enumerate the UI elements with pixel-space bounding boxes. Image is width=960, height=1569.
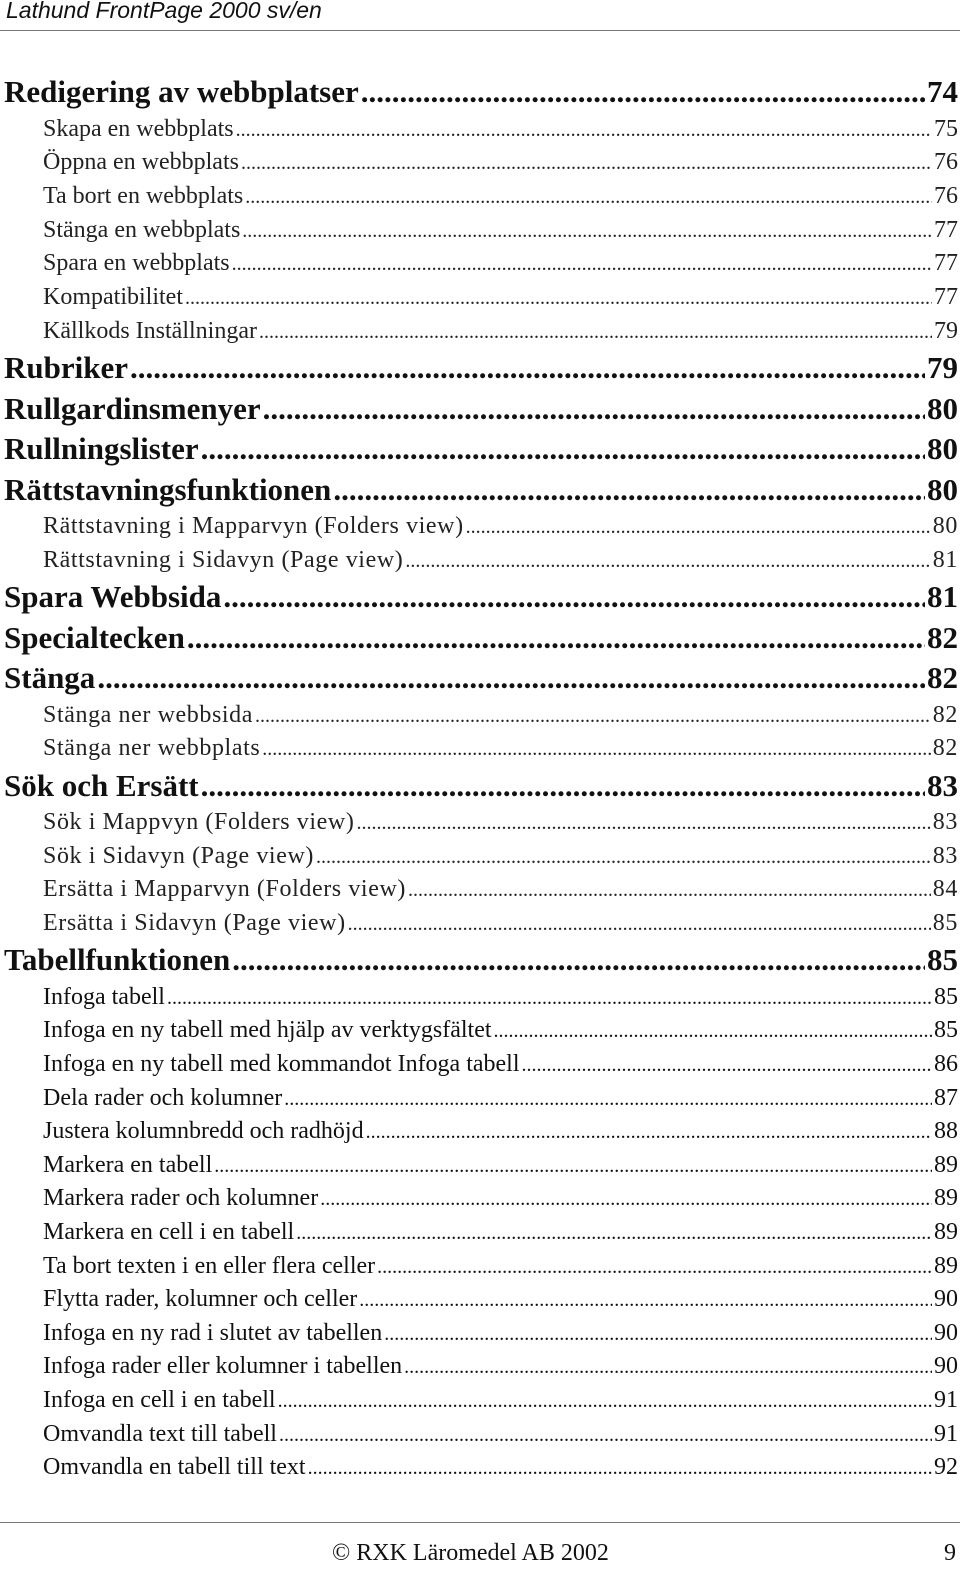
page-footer xyxy=(0,1522,960,1569)
toc-entry-label: Spara en webbplats xyxy=(43,250,230,277)
dot-leader xyxy=(333,470,925,511)
toc-entry-page: 81 xyxy=(932,546,958,573)
toc-subentry xyxy=(0,1115,958,1149)
toc-entry-label: Rubriker xyxy=(4,350,128,386)
toc-entry-label: Öppna en webbplats xyxy=(43,149,239,176)
dot-leader xyxy=(356,806,930,841)
toc-subentry xyxy=(0,180,958,214)
toc-entry-label: Rättstavning i Mapparvyn (Folders view) xyxy=(43,513,464,540)
toc-entry-page: 85 xyxy=(934,1017,958,1044)
dot-leader xyxy=(263,389,925,430)
dot-leader xyxy=(187,618,925,659)
dot-leader xyxy=(466,510,931,545)
dot-leader xyxy=(259,315,932,350)
toc-entry-label: Ta bort en webbplats xyxy=(43,182,244,209)
toc-entry-label: Infoga rader eller kolumner i tabellen xyxy=(43,1353,403,1380)
toc-entry-label: Rättstavningsfunktionen xyxy=(4,471,332,507)
toc-entry-page: 92 xyxy=(934,1454,958,1481)
toc-entry-page: 79 xyxy=(934,317,958,344)
dot-leader xyxy=(241,146,932,181)
toc-entry-page: 74 xyxy=(927,74,958,109)
toc-entry-page: 80 xyxy=(932,513,958,540)
toc-entry-page: 91 xyxy=(934,1386,958,1413)
dot-leader xyxy=(245,180,932,215)
toc-subentry xyxy=(0,873,958,907)
toc-entry-page: 83 xyxy=(927,767,958,803)
toc-heading-entry xyxy=(0,348,958,389)
toc-entry-page: 85 xyxy=(927,942,958,978)
toc-entry-label: Tabellfunktionen xyxy=(4,942,231,978)
dot-leader xyxy=(522,1048,932,1083)
toc-entry-label: Specialtecken xyxy=(4,619,185,655)
dot-leader xyxy=(348,907,931,942)
toc-entry-page: 91 xyxy=(934,1420,958,1447)
toc-entry-page: 82 xyxy=(927,660,958,696)
toc-entry-page: 82 xyxy=(927,619,958,655)
dot-leader xyxy=(167,981,932,1016)
toc-entry-label: Spara Webbsida xyxy=(4,579,222,615)
toc-entry-page: 81 xyxy=(927,579,958,615)
toc-entry-label: Rullgardinsmenyer xyxy=(4,390,261,426)
toc-subentry xyxy=(0,510,958,544)
dot-leader xyxy=(232,940,925,981)
dot-leader xyxy=(494,1014,932,1049)
dot-leader xyxy=(232,247,932,282)
toc-entry-page: 76 xyxy=(934,182,958,209)
toc-entry-label: Ersätta i Sidavyn (Page view) xyxy=(43,909,346,936)
toc-entry-page: 85 xyxy=(932,909,958,936)
dot-leader xyxy=(359,1283,932,1318)
document-title: Lathund FrontPage 2000 sv/en xyxy=(6,0,322,23)
dot-leader xyxy=(242,214,932,249)
toc-entry-page: 83 xyxy=(932,842,958,869)
dot-leader xyxy=(185,281,932,316)
dot-leader xyxy=(284,1082,932,1117)
toc-entry-label: Justera kolumnbredd och radhöjd xyxy=(43,1118,364,1145)
dot-leader xyxy=(404,1350,932,1385)
toc-entry-label: Kompatibilitet xyxy=(43,283,183,310)
toc-entry-page: 82 xyxy=(932,735,958,762)
dot-leader xyxy=(130,348,925,389)
toc-entry-page: 87 xyxy=(934,1084,958,1111)
dot-leader xyxy=(278,1384,932,1419)
toc-subentry xyxy=(0,1048,958,1082)
toc-entry-page: 85 xyxy=(934,983,958,1010)
toc-entry-page: 89 xyxy=(934,1151,958,1178)
toc-entry-page: 76 xyxy=(934,149,958,176)
toc-entry-label: Ta bort texten i en eller flera celler xyxy=(43,1252,376,1279)
dot-leader xyxy=(361,72,925,113)
toc-subentry xyxy=(0,907,958,941)
dot-leader xyxy=(236,113,932,148)
toc-entry-label: Flytta rader, kolumner och celler xyxy=(43,1286,358,1313)
dot-leader xyxy=(201,766,925,807)
header-divider xyxy=(0,30,960,31)
toc-entry-label: Rättstavning i Sidavyn (Page view) xyxy=(43,546,404,573)
toc-subentry xyxy=(0,1182,958,1216)
dot-leader xyxy=(255,699,931,734)
dot-leader xyxy=(201,429,925,470)
toc-entry-page: 86 xyxy=(934,1051,958,1077)
toc-heading-entry xyxy=(0,429,958,470)
toc-entry-label: Stänga en webbplats xyxy=(43,216,241,243)
toc-heading-entry xyxy=(0,618,958,659)
toc-entry-page: 80 xyxy=(927,431,958,467)
toc-entry-label: Infoga en ny tabell med hjälp av verktygsfältet xyxy=(43,1017,492,1044)
dot-leader xyxy=(316,840,931,875)
toc-entry-label: Omvandla text till tabell xyxy=(43,1420,277,1447)
toc-entry-label: Markera en cell i en tabell xyxy=(43,1218,295,1245)
toc-subentry xyxy=(0,247,958,281)
toc-subentry xyxy=(0,214,958,248)
toc-subentry xyxy=(0,981,958,1015)
toc-entry-page: 82 xyxy=(932,701,958,728)
toc-subentry xyxy=(0,544,958,578)
toc-entry-label: Källkods Inställningar xyxy=(43,317,257,344)
toc-entry-page: 90 xyxy=(934,1286,958,1313)
toc-subentry xyxy=(0,1250,958,1284)
dot-leader xyxy=(308,1451,932,1486)
toc-heading-entry xyxy=(0,72,958,113)
toc-subentry xyxy=(0,146,958,180)
footer-divider xyxy=(0,1522,960,1523)
toc-entry-label: Dela rader och kolumner xyxy=(43,1084,283,1111)
dot-leader xyxy=(279,1418,932,1453)
toc-subentry xyxy=(0,1317,958,1351)
dot-leader xyxy=(377,1250,932,1285)
toc-subentry xyxy=(0,1014,958,1048)
toc-subentry xyxy=(0,1350,958,1384)
toc-entry-page: 79 xyxy=(927,350,958,386)
toc-subentry xyxy=(0,732,958,766)
toc-entry-label: Stänga xyxy=(4,660,96,696)
toc-entry-page: 89 xyxy=(934,1218,958,1245)
toc-entry-label: Markera en tabell xyxy=(43,1151,213,1178)
toc-subentry xyxy=(0,806,958,840)
toc-subentry xyxy=(0,281,958,315)
toc-heading-entry xyxy=(0,658,958,699)
toc-entry-label: Sök i Sidavyn (Page view) xyxy=(43,842,314,869)
toc-entry-label: Markera rader och kolumner xyxy=(43,1185,319,1212)
page-header xyxy=(0,0,960,32)
toc-entry-label: Rullningslister xyxy=(4,431,199,467)
toc-subentry xyxy=(0,113,958,147)
toc-entry-label: Infoga tabell xyxy=(43,983,165,1010)
toc-entry-label: Infoga en cell i en tabell xyxy=(43,1386,276,1413)
toc-entry-page: 84 xyxy=(932,876,958,903)
toc-entry-label: Skapa en webbplats xyxy=(43,115,234,142)
toc-heading-entry xyxy=(0,389,958,430)
toc-entry-label: Sök och Ersätt xyxy=(4,767,199,803)
toc-entry-label: Ersätta i Mapparvyn (Folders view) xyxy=(43,876,406,903)
toc-entry-page: 77 xyxy=(934,283,958,310)
dot-leader xyxy=(97,658,925,699)
toc-entry-label: Omvandla en tabell till text xyxy=(43,1454,306,1481)
toc-entry-label: Sök i Mappvyn (Folders view) xyxy=(43,809,355,836)
toc-entry-page: 83 xyxy=(932,809,958,836)
toc-entry-page: 90 xyxy=(934,1319,958,1346)
toc-subentry xyxy=(0,1418,958,1452)
toc-subentry xyxy=(0,1283,958,1317)
toc-subentry xyxy=(0,1384,958,1418)
toc-entry-page: 77 xyxy=(934,250,958,277)
toc-entry-page: 90 xyxy=(934,1353,958,1380)
dot-leader xyxy=(408,873,931,908)
toc-entry-page: 80 xyxy=(927,390,958,426)
toc-heading-entry xyxy=(0,470,958,511)
toc-heading-entry xyxy=(0,577,958,618)
page-number: 9 xyxy=(944,1540,956,1566)
toc-entry-page: 75 xyxy=(934,115,958,142)
toc-subentry xyxy=(0,1451,958,1485)
toc-heading-entry xyxy=(0,940,958,981)
toc-entry-label: Stänga ner webbsida xyxy=(43,701,254,728)
table-of-contents xyxy=(0,72,958,1485)
toc-entry-page: 89 xyxy=(934,1185,958,1212)
toc-subentry xyxy=(0,1082,958,1116)
toc-entry-page: 89 xyxy=(934,1252,958,1279)
toc-subentry xyxy=(0,840,958,874)
dot-leader xyxy=(405,544,930,579)
toc-entry-page: 77 xyxy=(934,216,958,243)
toc-subentry xyxy=(0,699,958,733)
toc-subentry xyxy=(0,315,958,349)
dot-leader xyxy=(320,1182,932,1217)
toc-entry-label: Redigering av webbplatser xyxy=(4,74,359,109)
dot-leader xyxy=(366,1115,932,1150)
toc-entry-label: Infoga en ny rad i slutet av tabellen xyxy=(43,1319,383,1346)
toc-subentry xyxy=(0,1216,958,1250)
toc-subentry xyxy=(0,1149,958,1183)
dot-leader xyxy=(262,732,931,767)
toc-entry-page: 88 xyxy=(934,1118,958,1145)
toc-heading-entry xyxy=(0,766,958,807)
toc-entry-page: 80 xyxy=(927,471,958,507)
dot-leader xyxy=(384,1317,932,1352)
dot-leader xyxy=(214,1149,932,1184)
dot-leader xyxy=(296,1216,932,1251)
dot-leader xyxy=(223,577,925,618)
toc-entry-label: Infoga en ny tabell med kommandot Infoga tabell xyxy=(43,1051,520,1077)
copyright-notice: © RXK Läromedel AB 2002 xyxy=(332,1540,609,1566)
toc-entry-label: Stänga ner webbplats xyxy=(43,735,261,762)
